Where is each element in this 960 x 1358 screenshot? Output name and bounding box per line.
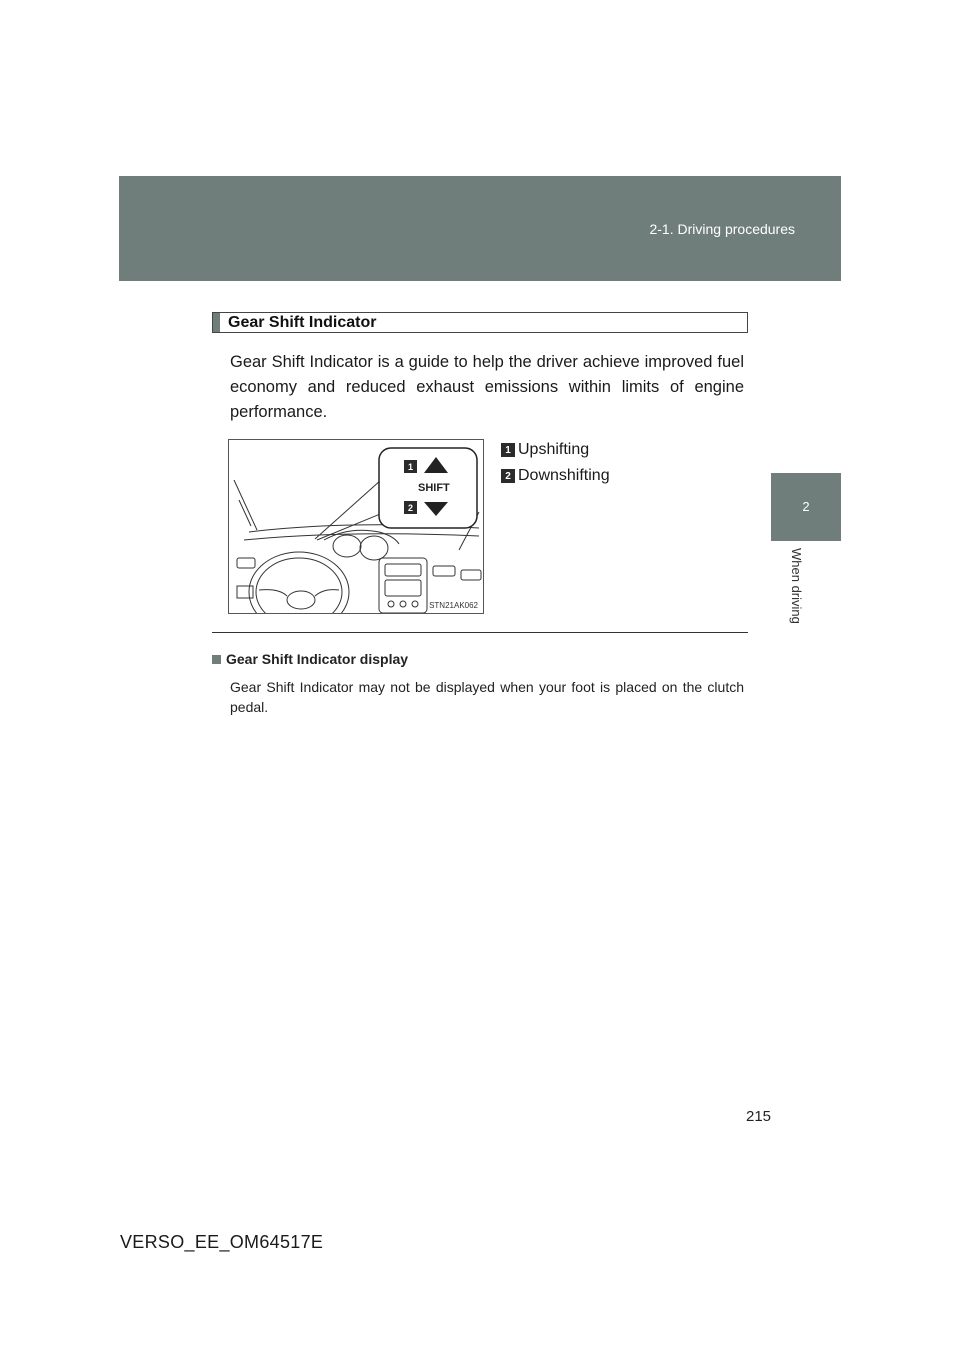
section-title-text: Gear Shift Indicator: [228, 313, 377, 331]
document-code: VERSO_EE_OM64517E: [120, 1232, 324, 1252]
figure-code: STN21AK062: [429, 601, 478, 610]
note-bullet-icon: [212, 655, 221, 664]
legend-item-downshifting: [501, 463, 610, 489]
page-number: 215: [746, 1108, 772, 1125]
section-divider: [212, 632, 748, 633]
chapter-tab: 2: [771, 473, 841, 541]
legend-item-upshifting: [501, 437, 610, 463]
section-title: [212, 312, 748, 333]
legend-label: Downshifting: [518, 467, 610, 484]
header-section-title: 2-1. Driving procedures: [649, 221, 795, 237]
legend-number: 1: [501, 443, 515, 457]
chapter-label: When driving: [789, 548, 804, 624]
note-heading-text: Gear Shift Indicator display: [226, 651, 409, 667]
legend-number: 2: [501, 469, 515, 483]
callout-number-1: 1: [404, 460, 417, 473]
dashboard-illustration: [228, 439, 484, 614]
shift-label: SHIFT: [418, 482, 450, 494]
section-title-bar: [213, 313, 220, 332]
intro-paragraph: Gear Shift Indicator is a guide to help the driver achieve improved fuel economy and reduced exhaust emissions within limits of engine performance.: [230, 353, 744, 421]
note-text: Gear Shift Indicator may not be displayed when your foot is placed on the clutch pedal.: [230, 679, 744, 715]
header-band: [119, 176, 841, 281]
note-heading: [212, 651, 408, 667]
dashboard-drawing: [229, 440, 483, 613]
legend-label: Upshifting: [518, 441, 590, 458]
callout-number-2: 2: [404, 501, 417, 514]
legend: [501, 437, 610, 489]
